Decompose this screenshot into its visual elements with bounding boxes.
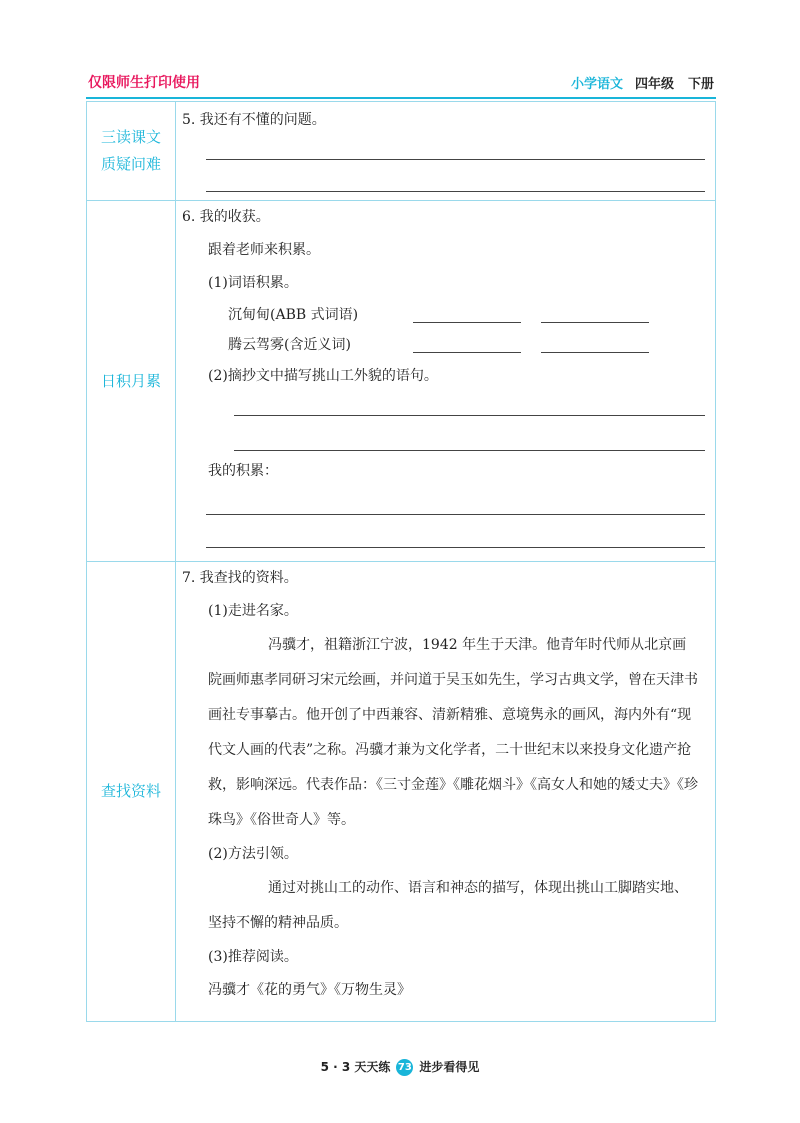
method-text: 通过对挑山工的动作、语言和神态的描写，体现出挑山工脚踏实地、坚持不懈的精神品质。 bbox=[208, 880, 688, 931]
grade-label: 四年级 bbox=[634, 77, 674, 92]
page-footer bbox=[0, 1058, 800, 1076]
word-row bbox=[208, 330, 705, 360]
sub-question-2: (2)方法引领。 bbox=[208, 846, 298, 862]
print-notice: 仅限师生打印使用 bbox=[88, 75, 200, 91]
section-label-cell bbox=[87, 102, 176, 201]
section-content bbox=[176, 201, 716, 562]
answer-blank[interactable] bbox=[541, 308, 649, 323]
question-6: 6. 我的收获。 bbox=[182, 209, 270, 225]
word-prompt: 腾云驾雾(含近义词) bbox=[228, 336, 351, 353]
footer-series: 5 · 3 天天练 bbox=[320, 1060, 391, 1074]
subject-label: 小学语文 bbox=[570, 77, 623, 92]
question-5: 5. 我还有不懂的问题。 bbox=[182, 112, 326, 128]
section-label: 三读课文 质疑问难 bbox=[100, 128, 161, 173]
author-bio: 冯骥才，祖籍浙江宁波，1942 年生于天津。他青年时代师从北京画院画师惠孝同研习宋元绘画，并问道于吴玉如先生，学习古典文学，曾在天津书画社专事摹古。他开创了中西兼容、清新精雅、意境隽永的画风，海内外有“现代文人画的代表”之称。冯骥才兼为文化学者，二十世纪末以来投身文化遗产抢救，影响深远。代表作品：《三寸金莲》《雕花烟斗》《高女人和她的矮丈夫》《珍珠鸟》《俗世奇人》等。 bbox=[208, 637, 698, 828]
section-label-cell bbox=[87, 201, 176, 562]
answer-line[interactable] bbox=[206, 515, 705, 548]
section-label: 日积月累 bbox=[100, 371, 161, 390]
footer-slogan: 进步看得见 bbox=[419, 1060, 480, 1074]
section-accumulation bbox=[87, 201, 716, 562]
section-content bbox=[176, 102, 716, 201]
page-number: 73 bbox=[396, 1059, 413, 1076]
my-accumulation-label: 我的积累： bbox=[208, 463, 278, 479]
sub-question-3: (3)推荐阅读。 bbox=[208, 949, 298, 965]
answer-line[interactable] bbox=[206, 488, 705, 515]
question-7: 7. 我查找的资料。 bbox=[182, 570, 298, 586]
worksheet-table bbox=[86, 101, 716, 1022]
answer-blank[interactable] bbox=[413, 308, 521, 323]
word-row bbox=[208, 300, 705, 330]
intro-text: 跟着老师来积累。 bbox=[208, 242, 320, 258]
recommended-reading: 冯骥才《花的勇气》《万物生灵》 bbox=[208, 982, 411, 998]
answer-line[interactable] bbox=[234, 393, 705, 416]
sub-question-1: (1)走进名家。 bbox=[208, 603, 298, 619]
answer-blank[interactable] bbox=[541, 338, 649, 353]
header-divider bbox=[86, 97, 716, 99]
section-label: 查找资料 bbox=[100, 782, 161, 800]
sub-question-2: (2)摘抄文中描写挑山工外貌的语句。 bbox=[208, 368, 438, 384]
section-content bbox=[176, 562, 716, 1022]
word-prompt: 沉甸甸(ABB 式词语) bbox=[228, 306, 359, 323]
volume-label: 下册 bbox=[687, 77, 714, 92]
section-label-cell bbox=[87, 562, 176, 1022]
answer-line[interactable] bbox=[234, 416, 705, 451]
book-info bbox=[571, 73, 714, 92]
section-questions bbox=[87, 102, 716, 201]
sub-question-1: (1)词语积累。 bbox=[208, 275, 298, 291]
section-research bbox=[87, 562, 716, 1022]
answer-line[interactable] bbox=[206, 137, 705, 160]
answer-line[interactable] bbox=[206, 160, 705, 192]
answer-blank[interactable] bbox=[413, 338, 521, 353]
